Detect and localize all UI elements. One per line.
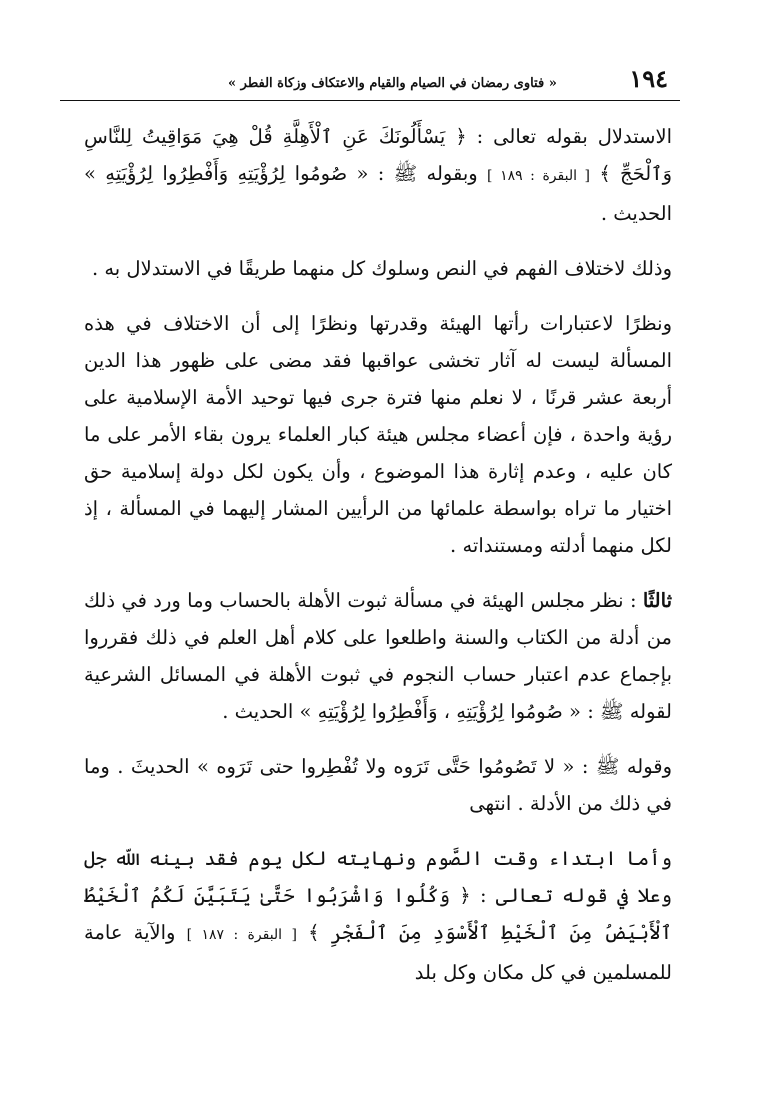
paragraph-text: الحديث . <box>222 700 294 723</box>
paragraph-text: : نظر مجلس الهيئة في مسألة ثبوت الأهلة بالحساب وما ورد في ذلك من أدلة من الكتاب والسنة واطلعوا على كلام أهل العلم في ذلك فقرروا بإجماع عدم اعتبار حساب النجوم في ثبوت الأهلة في المسائل الشرعية لقوله ﷺ : <box>84 589 672 723</box>
paragraph-4 <box>84 582 672 730</box>
section-label: ثالثًا <box>642 589 672 612</box>
hadith-quote: « صُومُوا لِرُؤْيَتِهِ وَأَفْطِرُوا لِرُؤْيَتِهِ » <box>84 162 369 185</box>
paragraph-text: الاستدلال بقوله تعالى : <box>476 125 673 148</box>
verse-reference: [ البقرة : ١٨٩ ] <box>487 168 590 184</box>
paragraph-text: وبقوله ﷺ : <box>377 162 478 185</box>
paragraph-text: الحديثَ . وما في ذلك من الأدلة . انتهى <box>84 755 672 815</box>
hadith-quote: « صُومُوا لِرُؤْيَتِهِ ، وَأَفْطِرُوا لِرُؤْيَتِهِ » <box>299 700 581 723</box>
paragraph-text: والآية عامة للمسلمين في كل مكان وكل بلد <box>84 921 672 984</box>
quran-verse: ﴿ يَسْأَلُونَكَ عَنِ ٱلْأَهِلَّةِ قُلْ هِيَ مَوَاقِيتُ لِلنَّاسِ وَٱلْحَجِّ ﴾ <box>84 125 673 185</box>
page-number: ١٩٤ <box>629 64 668 93</box>
page-body <box>84 118 672 1009</box>
quran-verse: ﴿ وَكُلُوا وَاشْرَبُوا حَتَّىٰ يَتَبَيَّنَ لَكُمُ ٱلْخَيْطُ ٱلْأَبْيَضُ مِنَ ٱلْخَيْطِ ٱلْأَسْوَدِ مِنَ ٱلْفَجْرِ ﴾ <box>84 884 673 944</box>
running-header <box>60 62 680 101</box>
verse-reference: [ البقرة : ١٨٧ ] <box>186 927 297 943</box>
paragraph-text: وأما ابتداء وقت الصَّوم ونهايته لكل يوم فقد بينه اللّه جل وعلا في قوله تعالى : <box>84 847 672 907</box>
hadith-quote: « لا تَصُومُوا حَتَّى تَرَوه ولا تُفْطِروا حتى تَرَوه » <box>197 755 575 778</box>
paragraph-2 <box>84 250 672 287</box>
paragraph-3 <box>84 305 672 564</box>
paragraph-text: الحديث . <box>600 202 672 225</box>
paragraph-6 <box>84 840 672 991</box>
paragraph-text: وذلك لاختلاف الفهم في النص وسلوك كل منهما طريقًا في الاستدلال به . <box>91 257 672 280</box>
header-title: « فتاوى رمضان في الصيام والقيام والاعتكاف وزكاة الفطر » <box>228 76 557 91</box>
paragraph-text: ونظرًا لاعتبارات رأتها الهيئة وقدرتها ونظرًا إلى أن الاختلاف في هذه المسألة ليست له آثار تخشى عواقبها فقد مضى على ظهور هذا الدين أربعة عشر قرنًا ، لا نعلم منها فترة جرى فيها توحيد الأمة الإسلامية على رؤية واحدة ، فإن أعضاء مجلس هيئة كبار العلماء يرون بقاء الأمر على ما كان عليه ، وعدم إثارة هذا الموضوع ، وأن يكون لكل دولة إسلامية حق اختيار ما تراه بواسطة علمائها من الرأيين المشار إليهما في المسألة ، إذ لكل منهما أدلته ومستنداته . <box>84 312 672 557</box>
paragraph-1 <box>84 118 672 232</box>
paragraph-5 <box>84 748 672 822</box>
paragraph-text: وقوله ﷺ : <box>581 755 673 778</box>
